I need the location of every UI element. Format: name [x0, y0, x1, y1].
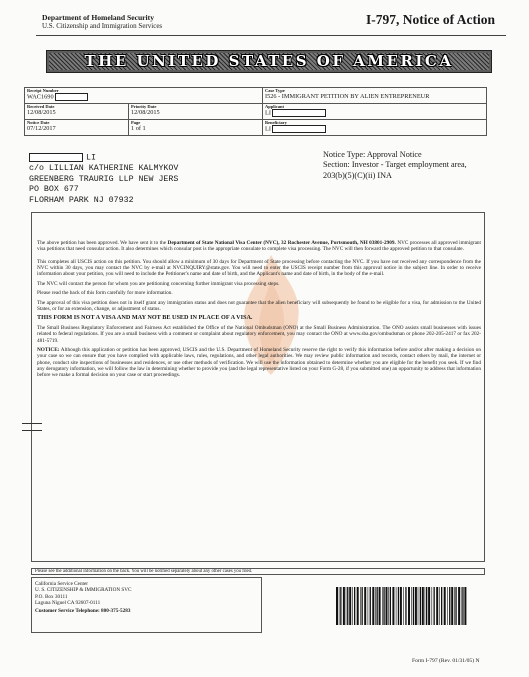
notice-section-line-2: 203(b)(5)(C)(ii) INA [323, 170, 392, 180]
barcode-bar [396, 587, 397, 625]
barcode-bar [388, 587, 389, 625]
barcode-icon [336, 587, 468, 625]
barcode-bar [346, 587, 347, 625]
additional-info-note: Please see the additional information on the back. You will be notified separately about any other cases you filed. [31, 568, 485, 575]
case-type-value: I526 - IMMIGRANT PETITION BY ALIEN ENTREPRENEUR [265, 93, 430, 100]
form-revision: Form I-797 (Rev. 01/31/05) N [412, 658, 480, 664]
barcode-bar [336, 587, 338, 625]
barcode-bar [413, 587, 414, 625]
form-title: I-797, Notice of Action [366, 12, 495, 27]
barcode-bar [454, 587, 455, 625]
page-label: Page [131, 120, 141, 125]
beneficiary-label: Beneficiary [265, 120, 287, 125]
barcode-bar [372, 587, 374, 625]
barcode-bar [455, 587, 456, 625]
barcode-bar [340, 587, 341, 625]
redaction-box [272, 125, 326, 133]
barcode-bar [386, 587, 388, 625]
barcode-bar [390, 587, 391, 625]
barcode-bar [375, 587, 376, 625]
service-center-name: California Service Center [35, 581, 89, 587]
barcode-bar [360, 587, 361, 625]
notice-type-block [323, 150, 467, 181]
barcode-bar [428, 587, 430, 625]
address-line-4: PO BOX 677 [29, 185, 79, 195]
priority-date-cell [129, 104, 263, 120]
barcode-bar [420, 587, 421, 625]
barcode-bar [400, 587, 402, 625]
page-cell [129, 120, 263, 136]
barcode-bar [447, 587, 448, 625]
header-divider [36, 35, 506, 36]
barcode-bar [411, 587, 412, 625]
barcode-bar [362, 587, 363, 625]
barcode-bar [343, 587, 345, 625]
agency-subname: U.S. Citizenship and Immigration Services [42, 22, 163, 30]
notice-body [31, 212, 485, 562]
barcode-bar [434, 587, 435, 625]
redaction-box [29, 153, 83, 162]
barcode-bar [458, 587, 460, 625]
barcode-bar [418, 587, 419, 625]
barcode-bar [379, 587, 381, 625]
not-a-visa-warning: THIS FORM IS NOT A VISA AND MAY NOT BE USED IN PLACE OF A VISA. [37, 314, 253, 322]
mailing-address [29, 153, 178, 206]
applicant-value: LI [265, 109, 271, 117]
barcode-bar [339, 587, 340, 625]
barcode-bar [357, 587, 359, 625]
barcode-bar [354, 587, 355, 625]
receipt-label: Receipt Number [27, 88, 59, 93]
barcode-bar [444, 587, 446, 625]
notice-date-cell [25, 120, 129, 136]
barcode-bar [392, 587, 394, 625]
barcode-bar [439, 587, 440, 625]
barcode-bar [422, 587, 424, 625]
applicant-cell [263, 104, 487, 120]
service-center-pobox: P.O. Box 30111 [35, 593, 68, 600]
receipt-cell [25, 88, 263, 104]
barcode-bar [432, 587, 433, 625]
barcode-bar [368, 587, 369, 625]
barcode-bar [426, 587, 427, 625]
service-center-city: Laguna Niguel CA 92607-0111 [35, 599, 101, 606]
margin-mark [22, 423, 42, 424]
paragraph-1: The above petition has been approved. We have sent it to the Department of State National Visa Center (NVC), 32 Rochester Avenue, Portsmouth, NH 03801-2909. NVC processes all approved immigrant visa petitions that need consular action. It also determines which consular post is the appropriate consulate to complete visa processing. The NVC will then forward the approved petition to that consulate. [37, 240, 481, 253]
priority-date-label: Priority Date [131, 104, 157, 109]
barcode-bar [382, 587, 383, 625]
barcode-bar [405, 587, 406, 625]
paragraph-4: Please read the back of this form carefully for more information. [37, 290, 173, 297]
beneficiary-cell [263, 120, 487, 136]
redaction-box [272, 109, 326, 117]
received-date-label: Received Date [27, 104, 55, 109]
notice-section-line-1: Section: Investor - Target employment area, [323, 160, 467, 170]
barcode-bar [377, 587, 378, 625]
barcode-bar [451, 587, 453, 625]
receipt-number: WAC1690 [27, 93, 54, 101]
paragraph-5: The approval of this visa petition does not in itself grant any immigration status and does not guarantee that the alien beneficiary will subsequently be found to be eligible for a visa, for admission to the United States, or for an extension, change, or adjustment of status. [37, 299, 481, 312]
address-line-5: FLORHAM PARK NJ 07932 [29, 195, 134, 205]
beneficiary-value: LI [265, 125, 271, 133]
barcode-bar [462, 587, 463, 625]
notice-type: Notice Type: Approval Notice [323, 150, 422, 159]
barcode-bar [415, 587, 417, 625]
barcode-bar [436, 587, 438, 625]
barcode-bar [449, 587, 450, 625]
redaction-box [55, 93, 88, 101]
barcode-bar [349, 587, 351, 625]
barcode-bar [398, 587, 399, 625]
barcode-bar [461, 587, 462, 625]
notice-date-value: 07/12/2017 [27, 125, 56, 132]
service-center-agency: U. S. CITIZENSHIP & IMMIGRATION SVC [35, 587, 132, 594]
barcode-bar [347, 587, 348, 625]
national-banner [46, 50, 492, 73]
case-info-table [24, 87, 487, 136]
barcode-bar [370, 587, 371, 625]
paragraph-2: This completes all USCIS action on this petition. You should allow a minimum of 30 days for Department of State processing before contacting the NVC. If you have not received any correspondence from the NVC within 30 days, you may contact the NVC by e-mail at NVCINQUIRY@state.gov. You will need to enter the USCIS receipt number from this approval notice in the subject line. In order to receive information about your petition, you will need to include the Petitioner's name and date of birth, and the Applicant's name and date of birth, in the body of the e-mail. [37, 258, 481, 278]
customer-service-phone: Customer Service Telephone: 800-375-5283 [35, 608, 131, 615]
barcode-bar [364, 587, 366, 625]
barcode-bar [441, 587, 442, 625]
priority-date-value: 12/08/2015 [131, 109, 160, 116]
barcode-bar [352, 587, 353, 625]
service-center-box [31, 577, 262, 633]
barcode-bar [403, 587, 404, 625]
barcode-bar [383, 587, 384, 625]
received-date-cell [25, 104, 129, 120]
margin-mark [22, 430, 42, 431]
banner-text: THE UNITED STATES OF AMERICA [84, 52, 454, 70]
paragraph-3: The NVC will contact the person for whom you are petitioning concerning further immigrant visa processing steps. [37, 280, 280, 287]
paragraph-7: The Small Business Regulatory Enforcement and Fairness Act established the Office of the National Ombudsman (ONO) at the Small Business Administration. The ONO assists small businesses with issues related to federal regulations. If you are a small business with a comment or complaint about regulatory enforcement, you may contact the ONO at www.sba.gov/ombudsman or phone 202-205-2417 or fax 202-481-5719. [37, 324, 481, 344]
address-line-3: GREENBERG TRAURIG LLP NEW JERS [29, 174, 179, 184]
barcode-bar [464, 587, 466, 625]
barcode-bar [425, 587, 426, 625]
address-line-1: LI [86, 153, 96, 163]
case-type-cell [263, 88, 487, 104]
paragraph-8: NOTICE: Although this application or petition has been approved, USCIS and the U.S. Department of Homeland Security reserve the right to verify this information before and/or after making a decision on your case so we can ensure that you have complied with applicable laws, rules, regulations, and other legal authorities. We may review public information and records, contact others by mail, the internet or phone, conduct site inspections of businesses and residences, or use other methods of verification. We will use the information obtained to determine whether you are eligible for the benefit you seek. If we find any derogatory information, we will follow the law in determining whether to provide you (and the legal representative listed on your Form G-28, if you submitted one) an opportunity to address that information before we make a formal decision on your case or start proceedings. [37, 346, 481, 379]
agency-name: Department of Homeland Security [42, 13, 154, 22]
notice-date-label: Notice Date [27, 120, 50, 125]
address-line-2: c/o LILLIAN KATHERINE KALMYKOV [29, 164, 179, 174]
applicant-label: Applicant [265, 104, 285, 109]
received-date-value: 12/08/2015 [27, 109, 56, 116]
barcode-bar [408, 587, 410, 625]
case-type-label: Case Type [265, 88, 285, 93]
page-value: 1 of 1 [131, 125, 146, 132]
